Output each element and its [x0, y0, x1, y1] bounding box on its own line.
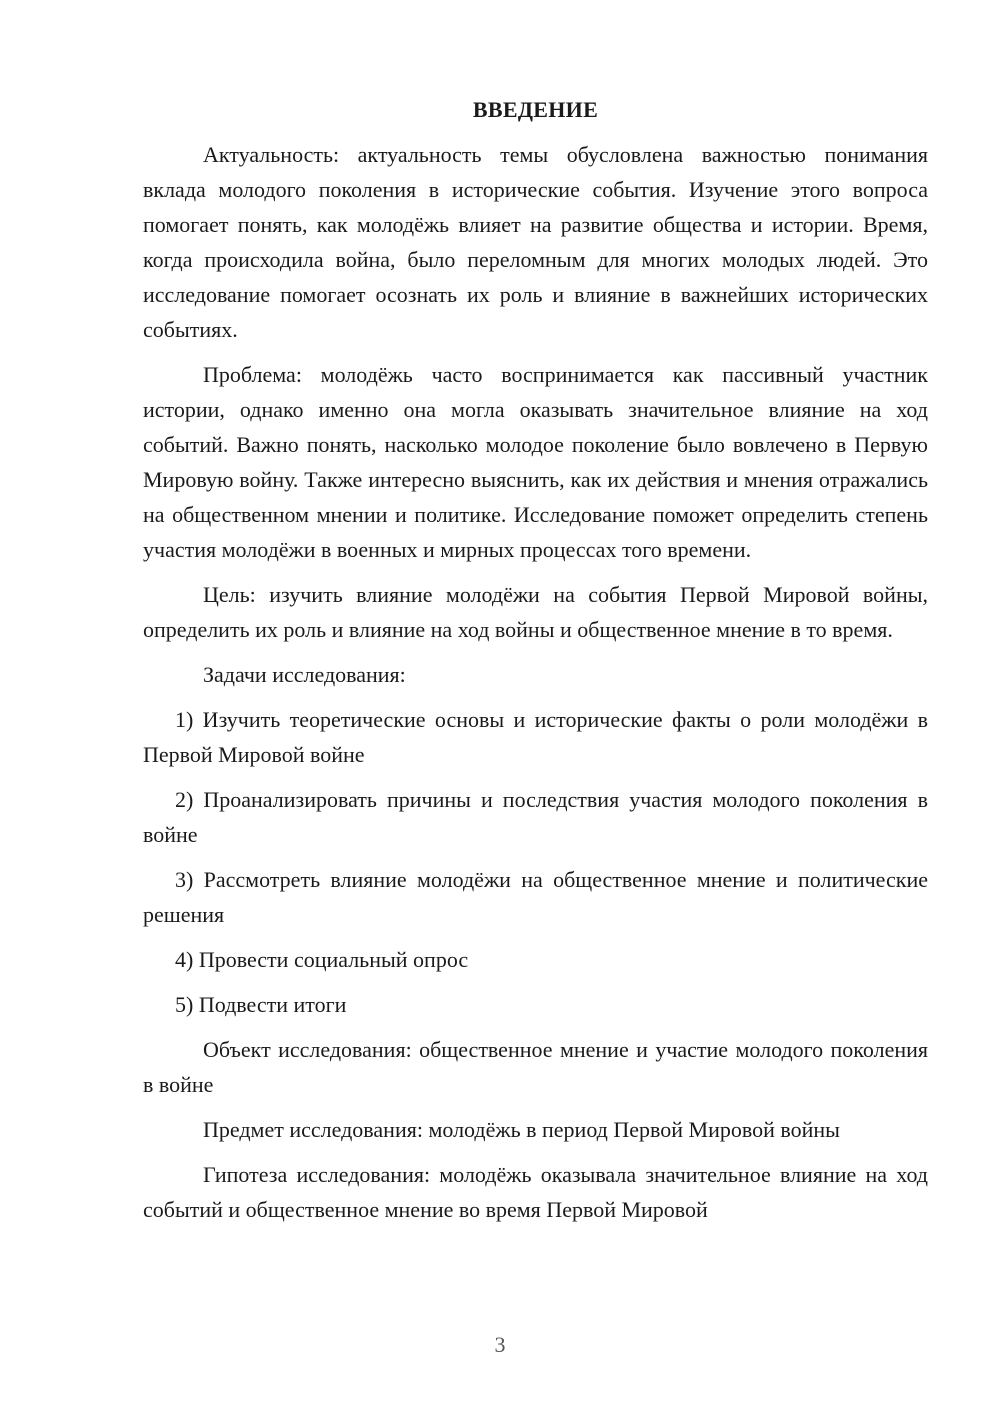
- task-item-4: 4) Провести социальный опрос: [175, 947, 469, 972]
- document-page: [143, 92, 928, 1227]
- page-number: 3: [494, 1332, 506, 1357]
- task-item-5: 5) Подвести итоги: [175, 992, 347, 1017]
- tasks-heading: Задачи исследования:: [203, 662, 406, 687]
- hypothesis-paragraph: Гипотеза исследования: молодёжь оказывала значительное влияние на ход событий и общественное мнение во время Первой Мировой: [143, 1162, 928, 1222]
- task-item-1: 1) Изучить теоретические основы и исторические факты о роли молодёжи в Первой Мировой войне: [143, 707, 928, 767]
- task-item-3: 3) Рассмотреть влияние молодёжи на общественное мнение и политические решения: [143, 867, 928, 927]
- section-heading: ВВЕДЕНИЕ: [472, 97, 599, 122]
- subject-paragraph: Предмет исследования: молодёжь в период Первой Мировой войны: [203, 1117, 840, 1142]
- relevance-paragraph: Актуальность: актуальность темы обусловлена важностью понимания вклада молодого поколения в исторические события. Изучение этого вопроса помогает понять, как молодёжь влияет на развитие общества и истории. Время, когда происходила война, было переломным для многих молодых людей. Это исследование помогает осознать их роль и влияние в важнейших исторических событиях.: [143, 142, 928, 342]
- object-paragraph: Объект исследования: общественное мнение и участие молодого поколения в войне: [143, 1037, 928, 1097]
- goal-paragraph: Цель: изучить влияние молодёжи на события Первой Мировой войны, определить их роль и влияние на ход войны и общественное мнение в то время.: [143, 582, 928, 642]
- task-item-2: 2) Проанализировать причины и последствия участия молодого поколения в войне: [143, 787, 928, 847]
- problem-paragraph: Проблема: молодёжь часто воспринимается как пассивный участник истории, однако именно она могла оказывать значительное влияние на ход событий. Важно понять, насколько молодое поколение было вовлечено в Первую Мировую войну. Также интересно выяснить, как их действия и мнения отражались на общественном мнении и политике. Исследование поможет определить степень участия молодёжи в военных и мирных процессах того времени.: [143, 362, 928, 562]
